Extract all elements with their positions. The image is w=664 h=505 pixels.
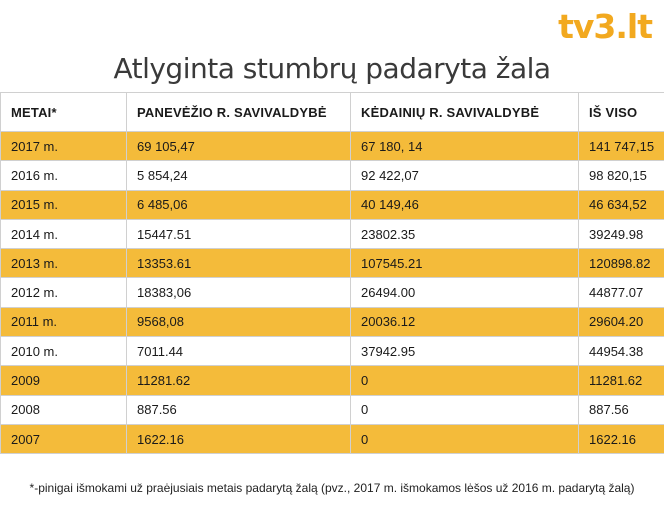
table-row bbox=[1, 307, 664, 336]
table-row bbox=[1, 424, 664, 453]
cell-kedainiai: 40 149,46 bbox=[351, 190, 579, 219]
cell-panevezys: 7011.44 bbox=[127, 337, 351, 366]
cell-panevezys: 18383,06 bbox=[127, 278, 351, 307]
cell-total: 98 820,15 bbox=[579, 161, 664, 190]
cell-panevezys: 1622.16 bbox=[127, 424, 351, 453]
table-row bbox=[1, 278, 664, 307]
cell-total: 39249.98 bbox=[579, 219, 664, 248]
cell-panevezys: 5 854,24 bbox=[127, 161, 351, 190]
table-row bbox=[1, 366, 664, 395]
cell-year: 2017 m. bbox=[1, 132, 127, 161]
table-row bbox=[1, 190, 664, 219]
cell-kedainiai: 37942.95 bbox=[351, 337, 579, 366]
cell-total: 46 634,52 bbox=[579, 190, 664, 219]
cell-year: 2010 m. bbox=[1, 337, 127, 366]
cell-total: 120898.82 bbox=[579, 249, 664, 278]
cell-kedainiai: 107545.21 bbox=[351, 249, 579, 278]
cell-kedainiai: 26494.00 bbox=[351, 278, 579, 307]
cell-panevezys: 9568,08 bbox=[127, 307, 351, 336]
header-total: IŠ VISO bbox=[579, 93, 664, 132]
cell-year: 2009 bbox=[1, 366, 127, 395]
cell-kedainiai: 92 422,07 bbox=[351, 161, 579, 190]
cell-year: 2012 m. bbox=[1, 278, 127, 307]
table-header-row bbox=[1, 93, 664, 132]
cell-panevezys: 6 485,06 bbox=[127, 190, 351, 219]
cell-panevezys: 11281.62 bbox=[127, 366, 351, 395]
cell-kedainiai: 23802.35 bbox=[351, 219, 579, 248]
cell-total: 29604.20 bbox=[579, 307, 664, 336]
cell-total: 44877.07 bbox=[579, 278, 664, 307]
cell-year: 2015 m. bbox=[1, 190, 127, 219]
cell-year: 2007 bbox=[1, 424, 127, 453]
cell-panevezys: 15447.51 bbox=[127, 219, 351, 248]
header-panevezys: PANEVĖŽIO R. SAVIVALDYBĖ bbox=[127, 93, 351, 132]
header-year: METAI* bbox=[1, 93, 127, 132]
footnote: *-pinigai išmokami už praėjusiais metais padarytą žalą (pvz., 2017 m. išmokamos lėšos už 2016 m. padarytą žalą) bbox=[29, 481, 635, 495]
table-row bbox=[1, 395, 664, 424]
table-row bbox=[1, 219, 664, 248]
cell-kedainiai: 67 180, 14 bbox=[351, 132, 579, 161]
table-row bbox=[1, 337, 664, 366]
cell-total: 887.56 bbox=[579, 395, 664, 424]
cell-kedainiai: 0 bbox=[351, 424, 579, 453]
cell-panevezys: 13353.61 bbox=[127, 249, 351, 278]
table-row bbox=[1, 249, 664, 278]
header-kedainiai: KĖDAINIŲ R. SAVIVALDYBĖ bbox=[351, 93, 579, 132]
cell-kedainiai: 0 bbox=[351, 395, 579, 424]
cell-panevezys: 887.56 bbox=[127, 395, 351, 424]
cell-year: 2008 bbox=[1, 395, 127, 424]
cell-total: 44954.38 bbox=[579, 337, 664, 366]
cell-total: 141 747,15 bbox=[579, 132, 664, 161]
cell-year: 2013 m. bbox=[1, 249, 127, 278]
table-row bbox=[1, 161, 664, 190]
cell-kedainiai: 0 bbox=[351, 366, 579, 395]
table-row bbox=[1, 132, 664, 161]
cell-year: 2011 m. bbox=[1, 307, 127, 336]
cell-total: 11281.62 bbox=[579, 366, 664, 395]
cell-year: 2016 m. bbox=[1, 161, 127, 190]
cell-kedainiai: 20036.12 bbox=[351, 307, 579, 336]
damages-table bbox=[0, 92, 664, 454]
cell-year: 2014 m. bbox=[1, 219, 127, 248]
tv3-logo: tv3.lt bbox=[558, 7, 652, 46]
cell-panevezys: 69 105,47 bbox=[127, 132, 351, 161]
page-title: Atlyginta stumbrų padaryta žala bbox=[113, 52, 551, 85]
cell-total: 1622.16 bbox=[579, 424, 664, 453]
